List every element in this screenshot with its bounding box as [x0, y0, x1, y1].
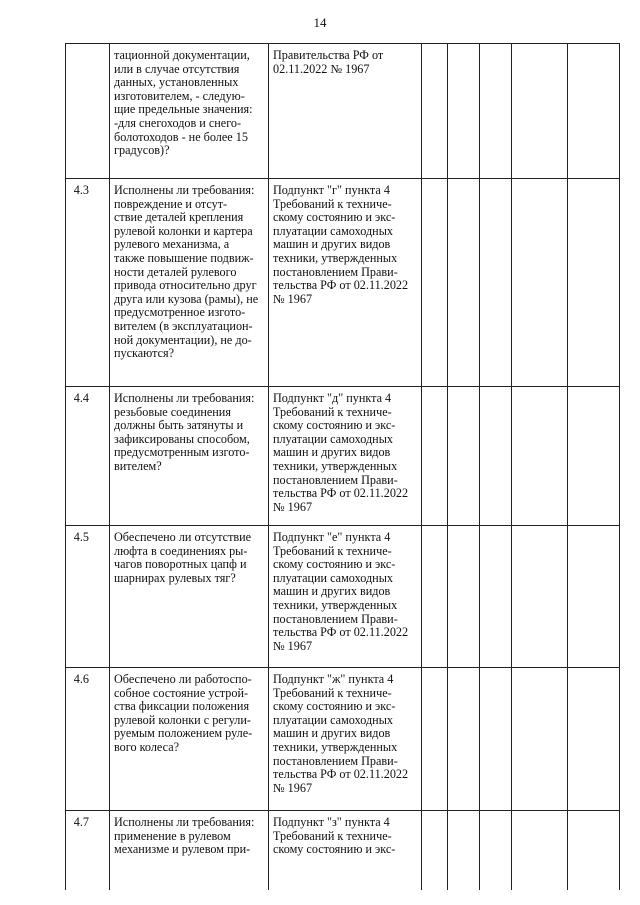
row-number: 4.5 — [66, 526, 110, 668]
notes-cell[interactable] — [512, 811, 568, 891]
requirement-question: тационной документации, или в случае отсутствия данных, установленных изготовителем, - следую- щие предельные значения: -для снегоходов и снего- болотоходов - не более 15 градусов)? — [110, 44, 269, 179]
legal-reference: Подпункт "з" пункта 4 Требований к техниче- скому состоянию и экс- — [269, 811, 422, 891]
legal-reference: Подпункт "г" пункта 4 Требований к техниче- скому состоянию и экс- плуатации самоходных машин и других видов техники, утвержденных постановлением Прави- тельства РФ от 02.11.2022 № 1967 — [269, 179, 422, 387]
row-number — [66, 44, 110, 179]
answer-yes-cell[interactable] — [422, 179, 448, 387]
answer-yes-cell[interactable] — [422, 668, 448, 811]
row-number: 4.4 — [66, 387, 110, 526]
legal-reference: Подпункт "д" пункта 4 Требований к техниче- скому состоянию и экс- плуатации самоходных машин и других видов техники, утвержденных постановлением Прави- тельства РФ от 02.11.2022 № 1967 — [269, 387, 422, 526]
remarks-cell[interactable] — [568, 179, 620, 387]
requirements-table — [65, 43, 620, 890]
requirement-question: Обеспечено ли отсутствие люфта в соединениях ры- чагов поворотных цапф и шарнирах рулевых тяг? — [110, 526, 269, 668]
answer-yes-cell[interactable] — [422, 526, 448, 668]
table-row — [66, 811, 620, 891]
row-number: 4.7 — [66, 811, 110, 891]
answer-na-cell[interactable] — [480, 668, 512, 811]
legal-reference: Подпункт "ж" пункта 4 Требований к техниче- скому состоянию и экс- плуатации самоходных машин и других видов техники, утвержденных постановлением Прави- тельства РФ от 02.11.2022 № 1967 — [269, 668, 422, 811]
remarks-cell[interactable] — [568, 526, 620, 668]
answer-no-cell[interactable] — [448, 668, 480, 811]
notes-cell[interactable] — [512, 526, 568, 668]
answer-no-cell[interactable] — [448, 811, 480, 891]
answer-na-cell[interactable] — [480, 44, 512, 179]
remarks-cell[interactable] — [568, 387, 620, 526]
table-row — [66, 526, 620, 668]
table-row — [66, 387, 620, 526]
answer-na-cell[interactable] — [480, 811, 512, 891]
requirement-question: Обеспечено ли работоспо- собное состояние устрой- ства фиксации положения рулевой колонки с регули- руемым положением руле- вого колеса? — [110, 668, 269, 811]
requirement-question: Исполнены ли требования: применение в рулевом механизме и рулевом при- — [110, 811, 269, 891]
page-number: 14 — [313, 15, 327, 30]
answer-no-cell[interactable] — [448, 44, 480, 179]
answer-na-cell[interactable] — [480, 179, 512, 387]
row-number: 4.3 — [66, 179, 110, 387]
table-row — [66, 179, 620, 387]
answer-na-cell[interactable] — [480, 387, 512, 526]
remarks-cell[interactable] — [568, 44, 620, 179]
legal-reference: Правительства РФ от 02.11.2022 № 1967 — [269, 44, 422, 179]
remarks-cell[interactable] — [568, 811, 620, 891]
table-row — [66, 44, 620, 179]
requirement-question: Исполнены ли требования: повреждение и отсут- ствие деталей крепления рулевой колонки и картера рулевого механизма, а также повышение подвиж- ности деталей рулевого привода относительно друг друга или кузова (рамы), не предусмотренное изгото- вителем (в эксплуатацион- ной документации), не до- пускаются? — [110, 179, 269, 387]
answer-yes-cell[interactable] — [422, 387, 448, 526]
answer-yes-cell[interactable] — [422, 44, 448, 179]
legal-reference: Подпункт "е" пункта 4 Требований к техниче- скому состоянию и экс- плуатации самоходных машин и других видов техники, утвержденных постановлением Прави- тельства РФ от 02.11.2022 № 1967 — [269, 526, 422, 668]
answer-no-cell[interactable] — [448, 526, 480, 668]
answer-na-cell[interactable] — [480, 526, 512, 668]
notes-cell[interactable] — [512, 387, 568, 526]
notes-cell[interactable] — [512, 44, 568, 179]
answer-yes-cell[interactable] — [422, 811, 448, 891]
notes-cell[interactable] — [512, 179, 568, 387]
row-number: 4.6 — [66, 668, 110, 811]
remarks-cell[interactable] — [568, 668, 620, 811]
notes-cell[interactable] — [512, 668, 568, 811]
requirement-question: Исполнены ли требования: резьбовые соединения должны быть затянуты и зафиксированы способом, предусмотренным изгото- вителем? — [110, 387, 269, 526]
table-row — [66, 668, 620, 811]
answer-no-cell[interactable] — [448, 387, 480, 526]
answer-no-cell[interactable] — [448, 179, 480, 387]
